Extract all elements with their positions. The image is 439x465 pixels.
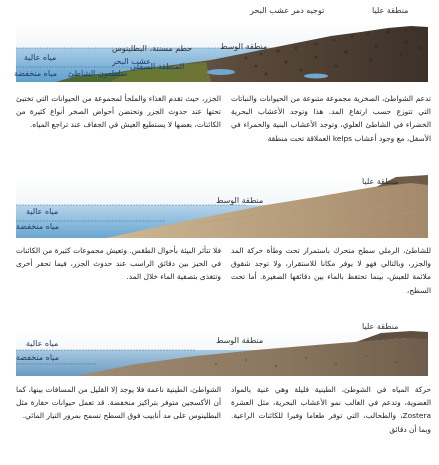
label-high-zone: منطقة عليا [362, 177, 399, 186]
label-seaweed-crown: توجيه دمر عشب البحر [250, 6, 325, 15]
label-high-zone: منطقة عليا [362, 322, 399, 331]
rocky-shore-text-right: تدعم الشواطئ، الصخرية مجموعة متنوعة من الحيوانات والنباتات التي تتوزع حسب ارتفاع المد. هذا وتوجد الأعشاب البحرية الخضراء في الشاطئ العلوي، وتوجد الأعشاب البنية والحمراء في الأسفل، مع وجود أعشاب kelps العملاقة تحت منطقة [231, 94, 431, 143]
muddy-shore-text-right: حركة المياه في الشوطئ، الطينية قليلة وهي غنية بالمواد العضوية، وتدعم في الغالب نمو الأعشاب البحرية، مثل العشرة Zostera، والطحالب، التي توفر طعاما وفيرا للكائنات الراعية. وبما أن دقائق [231, 385, 431, 434]
muddy-shore-text-left: الشواطئ، الطينية ناعمة فلا يوجد إلا القليل من المسافات بينها، كما أن الأكسجين متوفر بتراكيز منخفضة. قد تعمل حيوانات حفارة مثل البطلينوس على مد أنابيب فوق السطح تسمح بمرور التيار المائي. [16, 385, 221, 421]
rocky-shore-text-left: الجزر، حيث تقدم الغذاء والملجأ لمجموعة من الحيوانات التي تختبئ تحتها عند حدوث الجزر وتحتضن أحواض الصخر أنواع كثيرة من الكائنات، بعضها لا يستطيع العيش في الجفاف عند تراجع المياه. [16, 94, 221, 130]
label-shore-crabs: سلطعون الشاطئ [68, 69, 128, 78]
label-barnacle-crust: حطم مسننة، البطلينوس [112, 44, 193, 53]
label-middle-zone: منطقة الوسط [216, 336, 264, 345]
label-low-water: مياه منخفضة [14, 69, 58, 78]
label-middle-zone: منطقة الوسط [216, 196, 264, 205]
label-high-zone: منطقة عليا [372, 6, 409, 15]
label-low-water: مياه منخفضة [16, 222, 60, 231]
label-low-water: مياه منخفضة [16, 353, 60, 362]
sandy-shore-text-left: فلا تتأثر البيئة بأحوال الطقس. وتعيش مجموعات كثيرة من الكائنات في الحيز بين دقائق الراسب عند حدوث الجزر، فيما تحفر أخرى وتتغذى بتصفية الماء خلال المد. [16, 246, 221, 282]
label-seaweed: عشب البحر [112, 57, 151, 66]
label-high-water: مياه عالية [26, 207, 59, 216]
label-high-water: مياه عالية [24, 53, 57, 62]
sandy-shore-text-right: للشاطئ، الرملي سطح متحرك باستمرار تحت وطأة حركة المد والجزر، وبالتالي فهو لا يوفر مكانا للاستقرار، ولا توجد شقوق ملائمة للعيش، بينما تحتفظ بالماء بين دقائقها الصغيرة. أما تحت السطح، [231, 246, 431, 295]
label-middle-zone: منطقة الوسط [220, 42, 268, 51]
label-low-zone: المنطقة السفلى [130, 62, 185, 71]
label-high-water: مياه عالية [26, 339, 59, 348]
